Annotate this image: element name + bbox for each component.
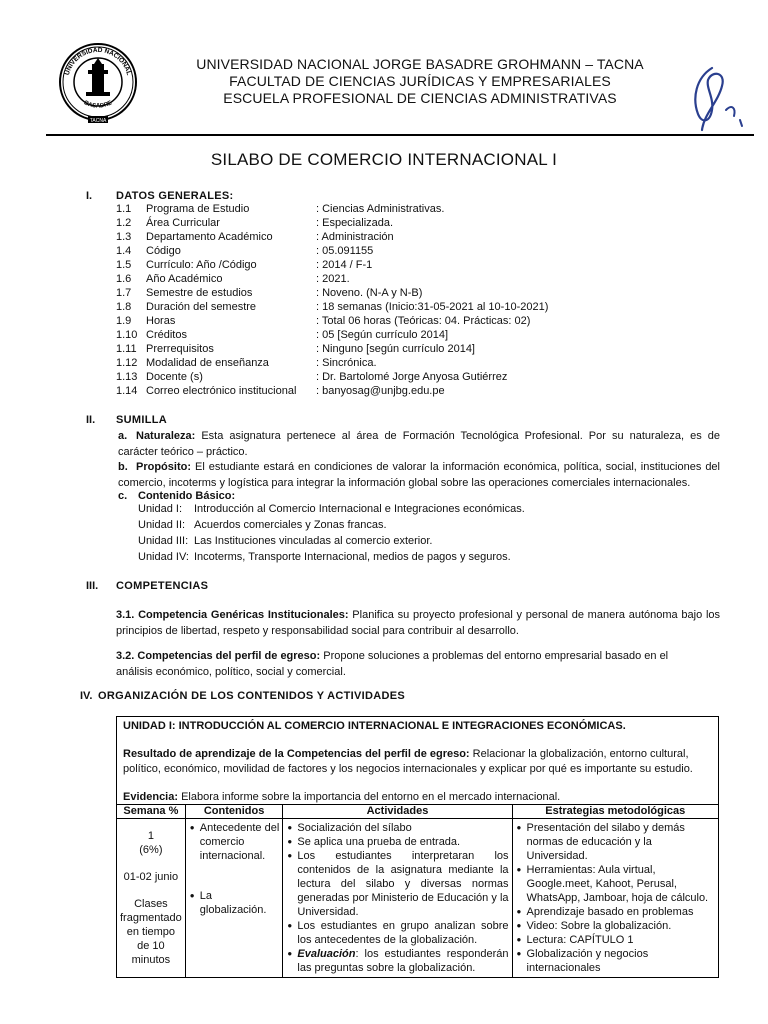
row-value: : 2021. bbox=[316, 273, 350, 285]
strategy-item: ● Video: Sobre la globalización. bbox=[527, 919, 715, 933]
header-divider bbox=[46, 134, 754, 136]
unit-1-evidence-text: Elabora informe sobre la importancia del entorno en el mercado internacional. bbox=[178, 791, 561, 803]
sumilla-naturaleza bbox=[118, 428, 720, 460]
row-number: 1.6 bbox=[116, 273, 132, 285]
row-value: : Total 06 horas (Teóricas: 04. Prácticas: 02) bbox=[316, 315, 531, 327]
competencia-generica bbox=[116, 607, 720, 639]
section-1-title: DATOS GENERALES: bbox=[116, 190, 234, 202]
item-a-mark: a. bbox=[118, 430, 128, 442]
col-header-contents: Contenidos bbox=[185, 805, 283, 819]
unit-1-activities-table bbox=[116, 804, 719, 978]
competencia-perfil-egreso bbox=[116, 648, 682, 680]
row-value: : 18 semanas (Inicio:31-05-2021 al 10-10-2021) bbox=[316, 301, 549, 313]
strategy-item: ● Lectura: CAPÍTULO 1 bbox=[527, 933, 715, 947]
row-label: Año Académico bbox=[146, 273, 223, 285]
row-number: 1.9 bbox=[116, 315, 132, 327]
row-label: Horas bbox=[146, 315, 176, 327]
col-header-strategies: Estrategias metodológicas bbox=[512, 805, 718, 819]
unit-text: Introducción al Comercio Internacional e Integraciones económicas. bbox=[194, 503, 525, 515]
row-label: Prerrequisitos bbox=[146, 343, 214, 355]
school-name: ESCUELA PROFESIONAL DE CIENCIAS ADMINISTRATIVAS bbox=[223, 90, 617, 106]
unit-label: Unidad II: bbox=[138, 519, 186, 531]
svg-text:UNIVERSIDAD NACIONAL: UNIVERSIDAD NACIONAL bbox=[63, 46, 133, 77]
section-1-number: I. bbox=[86, 190, 93, 202]
row-value: : Ninguno [según currículo 2014] bbox=[316, 343, 475, 355]
unit-1-evidence-label: Evidencia: bbox=[123, 791, 179, 803]
row-number: 1.4 bbox=[116, 245, 132, 257]
university-seal-logo bbox=[58, 38, 138, 124]
naturaleza-text: Esta asignatura pertenece al área de Formación Tecnológica Profesional. Por su naturaleza, es de carácter teórico – práctico. bbox=[118, 430, 720, 458]
evaluation-text: : los estudiantes responderán las preguntas sobre la globalización. bbox=[297, 948, 509, 974]
week-cell bbox=[117, 819, 186, 978]
svg-text:BASADRE: BASADRE bbox=[82, 100, 114, 110]
row-number: 1.5 bbox=[116, 259, 132, 271]
unit-text: Acuerdos comerciales y Zonas francas. bbox=[194, 519, 387, 531]
row-number: 1.8 bbox=[116, 301, 132, 313]
activity-item: ● Socialización del sílabo bbox=[297, 821, 508, 835]
unit-row bbox=[138, 551, 511, 563]
contenido-basico-label: Contenido Básico: bbox=[138, 490, 236, 502]
row-value: : Especializada. bbox=[316, 217, 394, 229]
strategy-item: ● Herramientas: Aula virtual, Google.meet, Kahoot, Perusal, WhatsApp, Jamboar, hoja de cálculo. bbox=[527, 863, 715, 905]
row-number: 1.12 bbox=[116, 357, 138, 369]
row-label: Departamento Académico bbox=[146, 231, 273, 243]
row-number: 1.13 bbox=[116, 371, 138, 383]
row-number: 1.3 bbox=[116, 231, 132, 243]
col-header-week: Semana % bbox=[117, 805, 186, 819]
university-name: UNIVERSIDAD NACIONAL JORGE BASADRE GROHMANN – TACNA bbox=[196, 56, 644, 72]
activity-item bbox=[297, 947, 508, 975]
row-value: : Administración bbox=[316, 231, 394, 243]
week-date: 01-02 junio bbox=[123, 871, 179, 883]
row-label: Área Curricular bbox=[146, 217, 220, 229]
unit-row bbox=[138, 535, 432, 547]
evaluation-label: Evaluación bbox=[297, 948, 356, 960]
week-percent: (6%) bbox=[139, 844, 163, 856]
unit-1-box bbox=[116, 716, 719, 813]
svg-text:TACNA: TACNA bbox=[89, 118, 107, 124]
row-number: 1.10 bbox=[116, 329, 138, 341]
strategy-item: ● Presentación del silabo y demás normas de educación y la Universidad. bbox=[527, 821, 715, 863]
proposito-text: El estudiante estará en condiciones de valorar la información económica, política, social, instituciones del comercio, incoterms y logística para integrar la información global sobre las operaciones comerciales internacionales. bbox=[118, 461, 720, 489]
competencia-generica-label: 3.1. Competencia Genéricas Institucionales: bbox=[116, 609, 349, 621]
row-value: : 2014 / F-1 bbox=[316, 259, 373, 271]
strategy-item: ● Aprendizaje basado en problemas bbox=[527, 905, 715, 919]
activity-item: ● Los estudiantes en grupo analizan sobre los antecedentes de la globalización. bbox=[297, 919, 508, 947]
activities-cell bbox=[283, 819, 512, 978]
naturaleza-label: Naturaleza: bbox=[136, 430, 196, 442]
row-label: Duración del semestre bbox=[146, 301, 257, 313]
row-value: : Sincrónica. bbox=[316, 357, 377, 369]
week-number: 1 bbox=[147, 830, 154, 842]
sumilla-contenido-basico bbox=[118, 488, 720, 504]
row-number: 1.2 bbox=[116, 217, 132, 229]
row-label: Docente (s) bbox=[146, 371, 203, 383]
unit-1-title: UNIDAD I: INTRODUCCIÓN AL COMERCIO INTERNACIONAL E INTEGRACIONES ECONÓMICAS. bbox=[123, 720, 626, 732]
row-number: 1.11 bbox=[116, 343, 137, 355]
section-2-title: SUMILLA bbox=[116, 414, 167, 426]
section-3-number: III. bbox=[86, 580, 99, 592]
content-item: ● La globalización. bbox=[200, 889, 280, 917]
unit-label: Unidad III: bbox=[138, 535, 189, 547]
competencia-generica-text: Planifica su proyecto profesional y personal de manera autónoma bajo los principios de libertad, respeto y responsabilidad social para contribuir al desarrollo. bbox=[116, 609, 721, 637]
unit-1-result-text: Relacionar la globalización, entorno cultural, político, económico, movilidad de factores y los negocios internacionales y explicar por qué es importante su estudio. bbox=[123, 748, 693, 775]
row-label: Currículo: Año /Código bbox=[146, 259, 257, 271]
row-label: Modalidad de enseñanza bbox=[146, 357, 269, 369]
document-title: SILABO DE COMERCIO INTERNACIONAL I bbox=[210, 150, 558, 169]
row-value: : 05.091155 bbox=[316, 245, 374, 257]
unit-1-evidence bbox=[123, 790, 713, 805]
sumilla-proposito bbox=[118, 459, 720, 491]
section-4-title: ORGANIZACIÓN DE LOS CONTENIDOS Y ACTIVIDADES bbox=[98, 690, 405, 702]
unit-1-result bbox=[123, 747, 713, 777]
activity-item: ● Se aplica una prueba de entrada. bbox=[297, 835, 508, 849]
week-note: Clases fragmentado en tiempo de 10 minutos bbox=[120, 898, 182, 966]
unit-label: Unidad I: bbox=[138, 503, 183, 515]
table-row bbox=[117, 819, 719, 978]
section-4-number: IV. bbox=[80, 690, 93, 702]
row-number: 1.7 bbox=[116, 287, 132, 299]
row-number: 1.1 bbox=[116, 203, 132, 215]
item-b-mark: b. bbox=[118, 461, 128, 473]
unit-1-result-label: Resultado de aprendizaje de la Competencias del perfil de egreso: bbox=[123, 748, 470, 760]
proposito-label: Propósito: bbox=[136, 461, 191, 473]
unit-row bbox=[138, 519, 387, 531]
table-header-row bbox=[117, 805, 719, 819]
unit-row bbox=[138, 503, 525, 515]
handwritten-signature bbox=[682, 58, 752, 138]
contents-cell bbox=[185, 819, 283, 978]
col-header-activities: Actividades bbox=[283, 805, 512, 819]
row-value[interactable]: : banyosag@unjbg.edu.pe bbox=[316, 385, 445, 397]
competencia-perfil-text: Propone soluciones a problemas del entorno empresarial basado en el análisis económico, político, social y comercial. bbox=[116, 650, 669, 678]
row-label: Semestre de estudios bbox=[146, 287, 253, 299]
row-label: Créditos bbox=[146, 329, 187, 341]
strategies-cell bbox=[512, 819, 718, 978]
row-value: : Noveno. (N-A y N-B) bbox=[316, 287, 423, 299]
competencia-perfil-label: 3.2. Competencias del perfil de egreso: bbox=[116, 650, 321, 662]
activity-item: ● Los estudiantes interpretaran los contenidos de la asignatura mediante la lectura del silabo y diversas normas generadas por Ministerio de Educación y la Universidad. bbox=[297, 849, 508, 919]
row-value: : 05 [Según currículo 2014] bbox=[316, 329, 449, 341]
content-item: ● Antecedente del comercio internacional. bbox=[200, 821, 280, 863]
unit-text: Incoterms, Transporte Internacional, medios de pagos y seguros. bbox=[194, 551, 511, 563]
strategy-item: ● Globalización y negocios internacionales bbox=[527, 947, 715, 975]
row-value: : Dr. Bartolomé Jorge Anyosa Gutiérrez bbox=[316, 371, 508, 383]
section-3-title: COMPETENCIAS bbox=[116, 580, 209, 592]
unit-text: Las Instituciones vinculadas al comercio exterior. bbox=[194, 535, 433, 547]
row-label: Programa de Estudio bbox=[146, 203, 250, 215]
unit-label: Unidad IV: bbox=[138, 551, 189, 563]
item-c-mark: c. bbox=[118, 490, 128, 502]
faculty-name: FACULTAD DE CIENCIAS JURÍDICAS Y EMPRESARIALES bbox=[229, 73, 611, 89]
row-label: Código bbox=[146, 245, 181, 257]
institution-header bbox=[170, 56, 670, 107]
section-2-number: II. bbox=[86, 414, 96, 426]
row-label: Correo electrónico institucional bbox=[146, 385, 297, 397]
row-value: : Ciencias Administrativas. bbox=[316, 203, 445, 215]
row-number: 1.14 bbox=[116, 385, 138, 397]
